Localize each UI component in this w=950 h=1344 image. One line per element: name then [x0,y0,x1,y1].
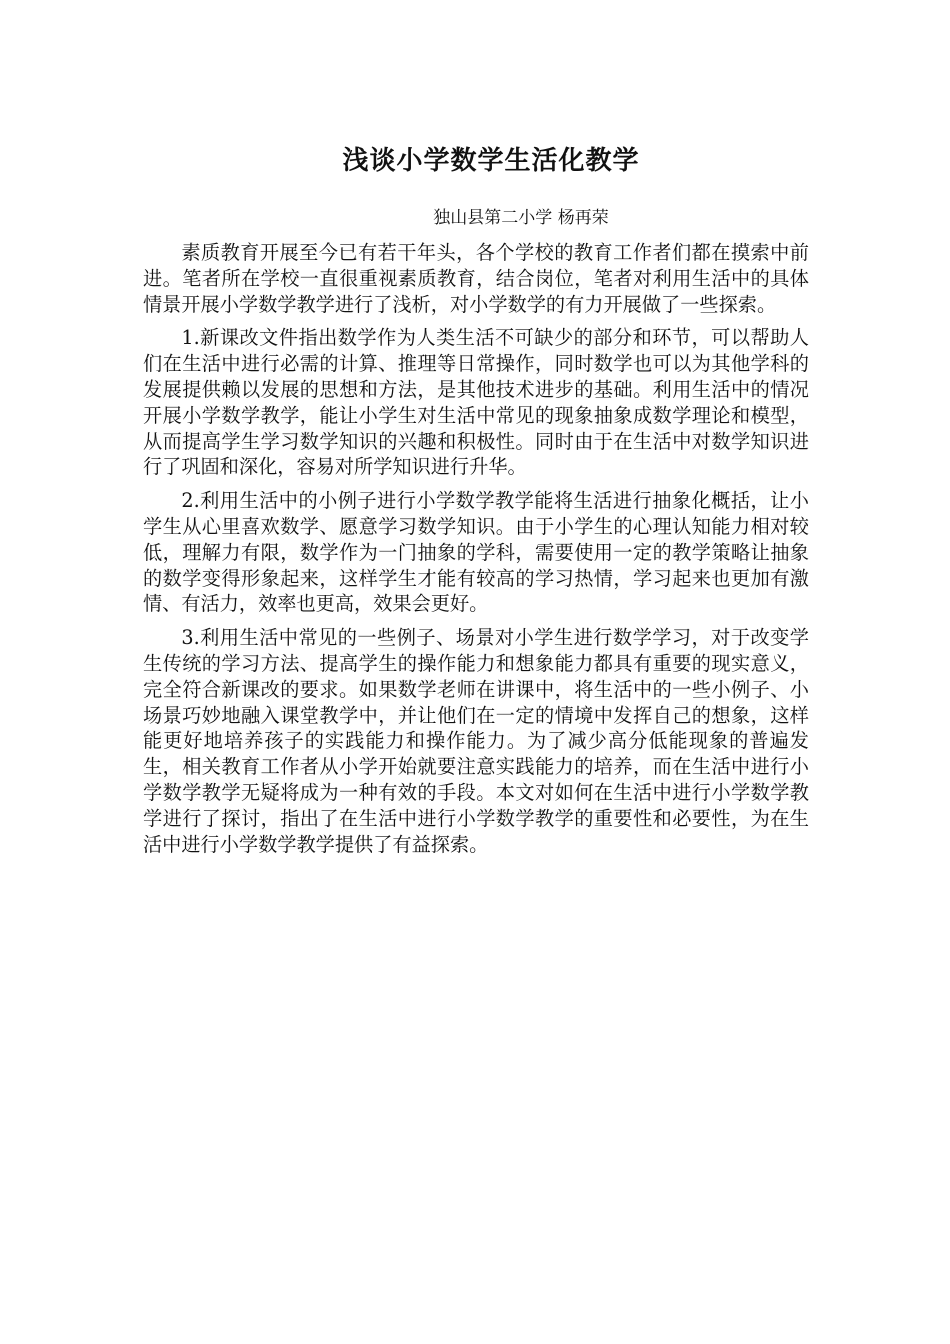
paragraph-1: 1.新课改文件指出数学作为人类生活不可缺少的部分和环节，可以帮助人们在生活中进行必需的计算、推理等日常操作，同时数学也可以为其他学科的发展提供赖以发展的思想和方法，是其他技术进步的基础。利用生活中的情况开展小学数学教学，能让小学生对生活中常见的现象抽象成数学理论和模型，从而提高学生学习数学知识的兴趣和积极性。同时由于在生活中对数学知识进行了巩固和深化，容易对所学知识进行升华。 [143,326,809,479]
paragraph-2: 2.利用生活中的小例子进行小学数学教学能将生活进行抽象化概括，让小学生从心里喜欢数学、愿意学习数学知识。由于小学生的心理认知能力相对较低，理解力有限，数学作为一门抽象的学科，需要使用一定的教学策略让抽象的数学变得形象起来，这样学生才能有较高的学习热情，学习起来也更加有激情、有活力，效率也更高，效果会更好。 [143,489,809,616]
paragraph-3: 3.利用生活中常见的一些例子、场景对小学生进行数学学习，对于改变学生传统的学习方法、提高学生的操作能力和想象能力都具有重要的现实意义，完全符合新课改的要求。如果数学老师在讲课中，将生活中的一些小例子、小场景巧妙地融入课堂教学中，并让他们在一定的情境中发挥自己的想象，这样能更好地培养孩子的实践能力和操作能力。为了减少高分低能现象的普遍发生，相关教育工作者从小学开始就要注意实践能力的培养，而在生活中进行小学数学教学无疑将成为一种有效的手段。本文对如何在生活中进行小学数学教学进行了探讨，指出了在生活中进行小学数学教学的重要性和必要性，为在生活中进行小学数学教学提供了有益探索。 [143,626,809,856]
document-page [143,140,809,865]
document-title: 浅谈小学数学生活化教学 [342,146,640,176]
author-line: 独山县第二小学 杨再荣 [433,208,609,228]
paragraph-intro: 素质教育开展至今已有若干年头，各个学校的教育工作者们都在摸索中前进。笔者所在学校一直很重视素质教育，结合岗位，笔者对利用生活中的具体情景开展小学数学教学进行了浅析，对小学数学的有力开展做了一些探索。 [143,241,809,316]
